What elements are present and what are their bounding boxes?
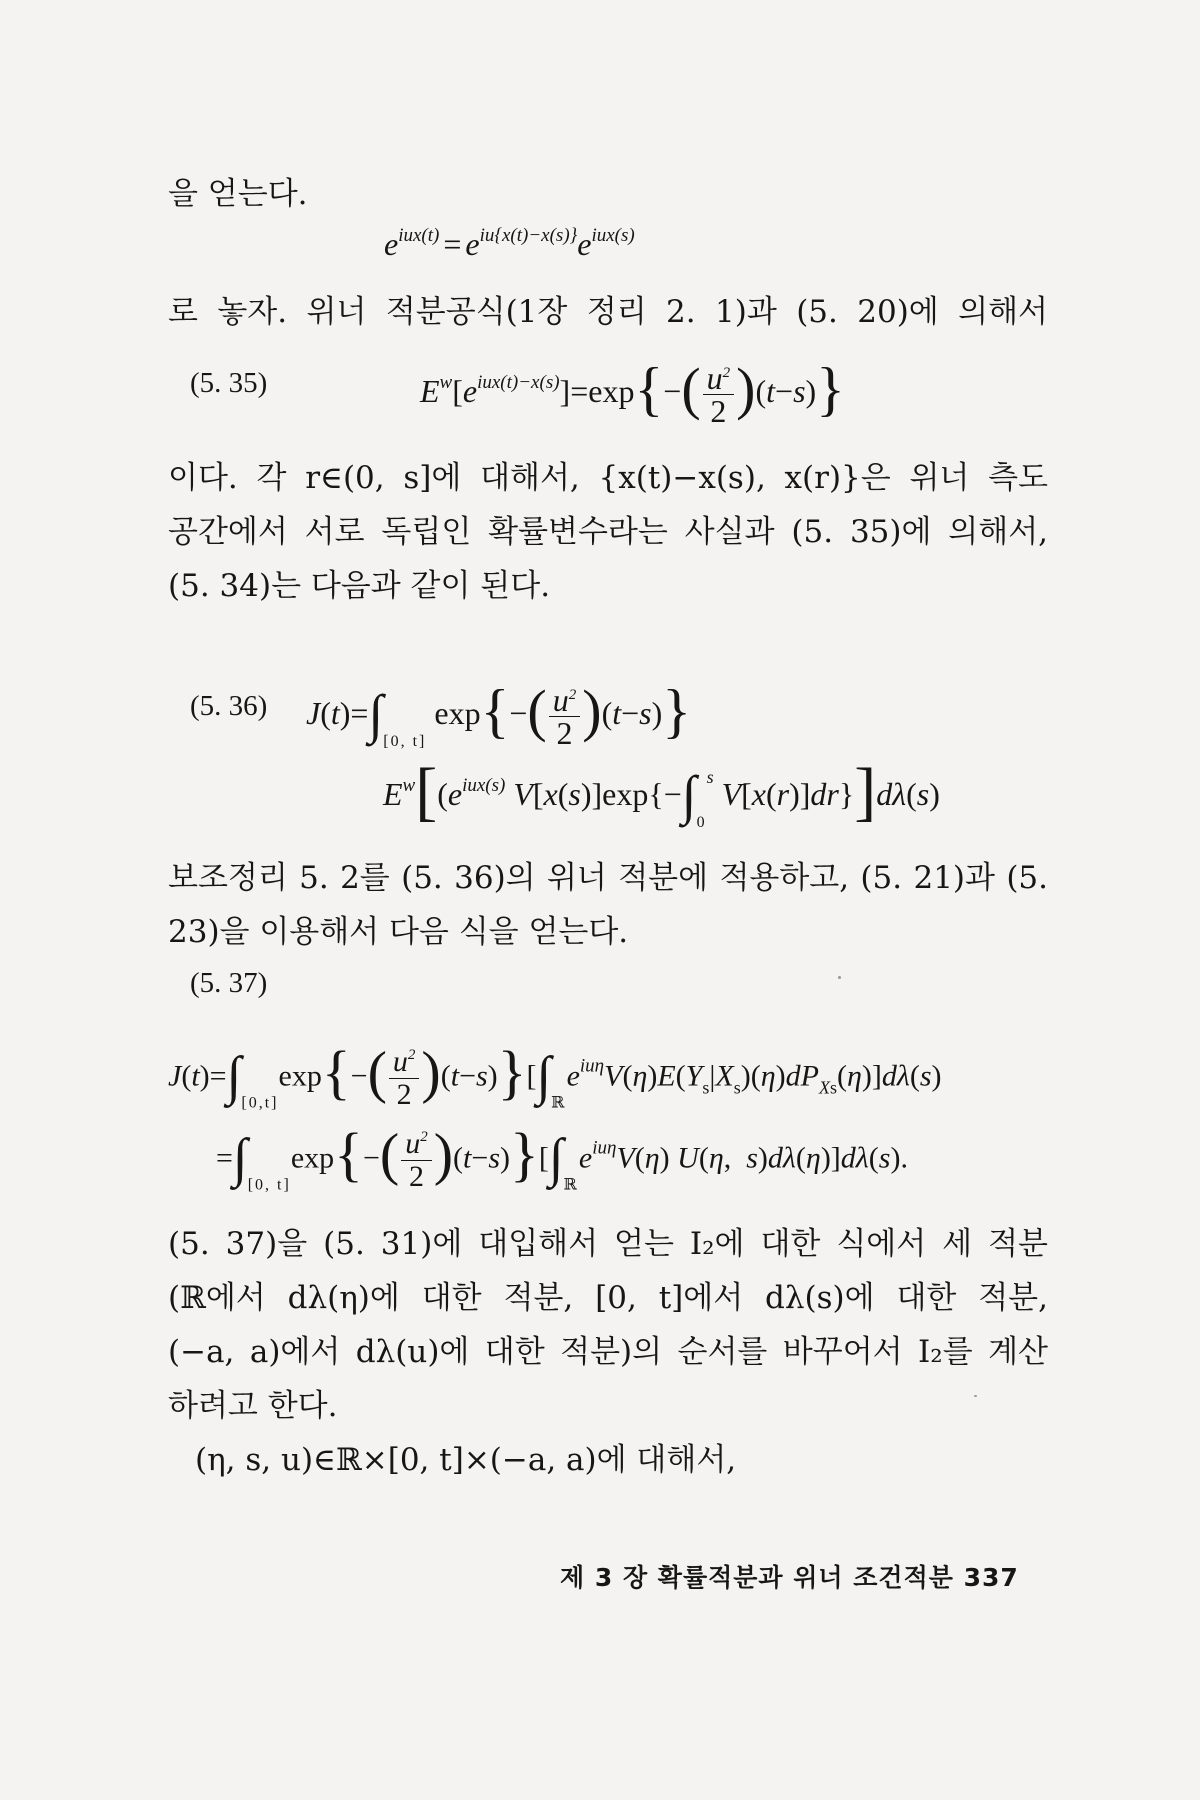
text-line-1: 을 얻는다. (168, 176, 308, 212)
text-line-3: 이다. 각 r∈(0, s]에 대해서, {x(t)−x(s), x(r)}은 위너 측도 (168, 460, 1048, 496)
equation-5-36-line-1: $J(t)=\int_{[0, t]}$ exp{−( $\frac{u^2}{2}$ )(t−s)} (306, 677, 692, 751)
text-line-6: 보조정리 5. 2를 (5. 36)의 위너 적분에 적용하고, (5. 21)과 (5. (168, 860, 1048, 896)
equation-exponent-split: $e^{iux(t)} = e^{iu\{x(t)-x(s)\}}e^{iux(s)}$ (384, 225, 635, 262)
equation-5-36-line-2: $E^w[(e^{iux(s)}$ $V[x(s)]\exp\{-\int_0^s$ V[x(r)]dr}]dλ(s) (383, 755, 940, 831)
text-line-12: (η, s, u)∈ℝ×[0, t]×(−a, a)에 대해서, (195, 1442, 737, 1478)
text-line-10: (−a, a)에서 dλ(u)에 대한 적분)의 순서를 바꾸어서 I₂를 계산 (168, 1334, 1048, 1370)
equation-5-37-line-2: $=\int_{[0, t]}\exp\{-$( $\frac{u^2}{2}$ )$(t-s)\}[\int_ℝe^{iu\eta}V(\eta)$ U(η, s)dλ(η)]dλ(s). (216, 1121, 908, 1194)
equation-5-35: $E^w[e^{iux(t)-x(s)}]=\exp\{-$( $\frac{u^2}{2}$ )(t−s)} (420, 355, 845, 429)
equation-number-5-36: (5. 36) (190, 690, 268, 722)
equation-number-5-37: (5. 37) (190, 967, 268, 999)
text-line-4: 공간에서 서로 독립인 확률변수라는 사실과 (5. 35)에 의해서, (168, 514, 1048, 550)
text-line-5: (5. 34)는 다음과 같이 된다. (168, 568, 551, 604)
text-line-2: 로 놓자. 위너 적분공식(1장 정리 2. 1)과 (5. 20)에 의해서 (168, 294, 1048, 330)
text-line-8: (5. 37)을 (5. 31)에 대입해서 얻는 I₂에 대한 식에서 세 적분 (168, 1226, 1048, 1262)
text-line-7: 23)을 이용해서 다음 식을 얻는다. (168, 914, 629, 950)
text-line-9: (ℝ에서 dλ(η)에 대한 적분, [0, t]에서 dλ(s)에 대한 적분, (168, 1280, 1048, 1316)
equation-number-5-35: (5. 35) (190, 367, 268, 399)
scan-speck (838, 976, 841, 979)
text-line-11: 하려고 한다. (168, 1388, 338, 1424)
equation-5-37-line-1: $J(t)=\int_{[0,t]}\exp\{-$( $\frac{u^2}{2}$ )$(t-s)\}[\int_ℝe^{iu\eta}V(\eta)E(Y_s|X_s)(\eta)dP_{Xs}(\eta)]d\lambda(s)$ (168, 1039, 942, 1112)
running-footer: 제 3 장 확률적분과 위너 조건적분 337 (560, 1563, 1019, 1592)
scan-speck (974, 1395, 977, 1397)
